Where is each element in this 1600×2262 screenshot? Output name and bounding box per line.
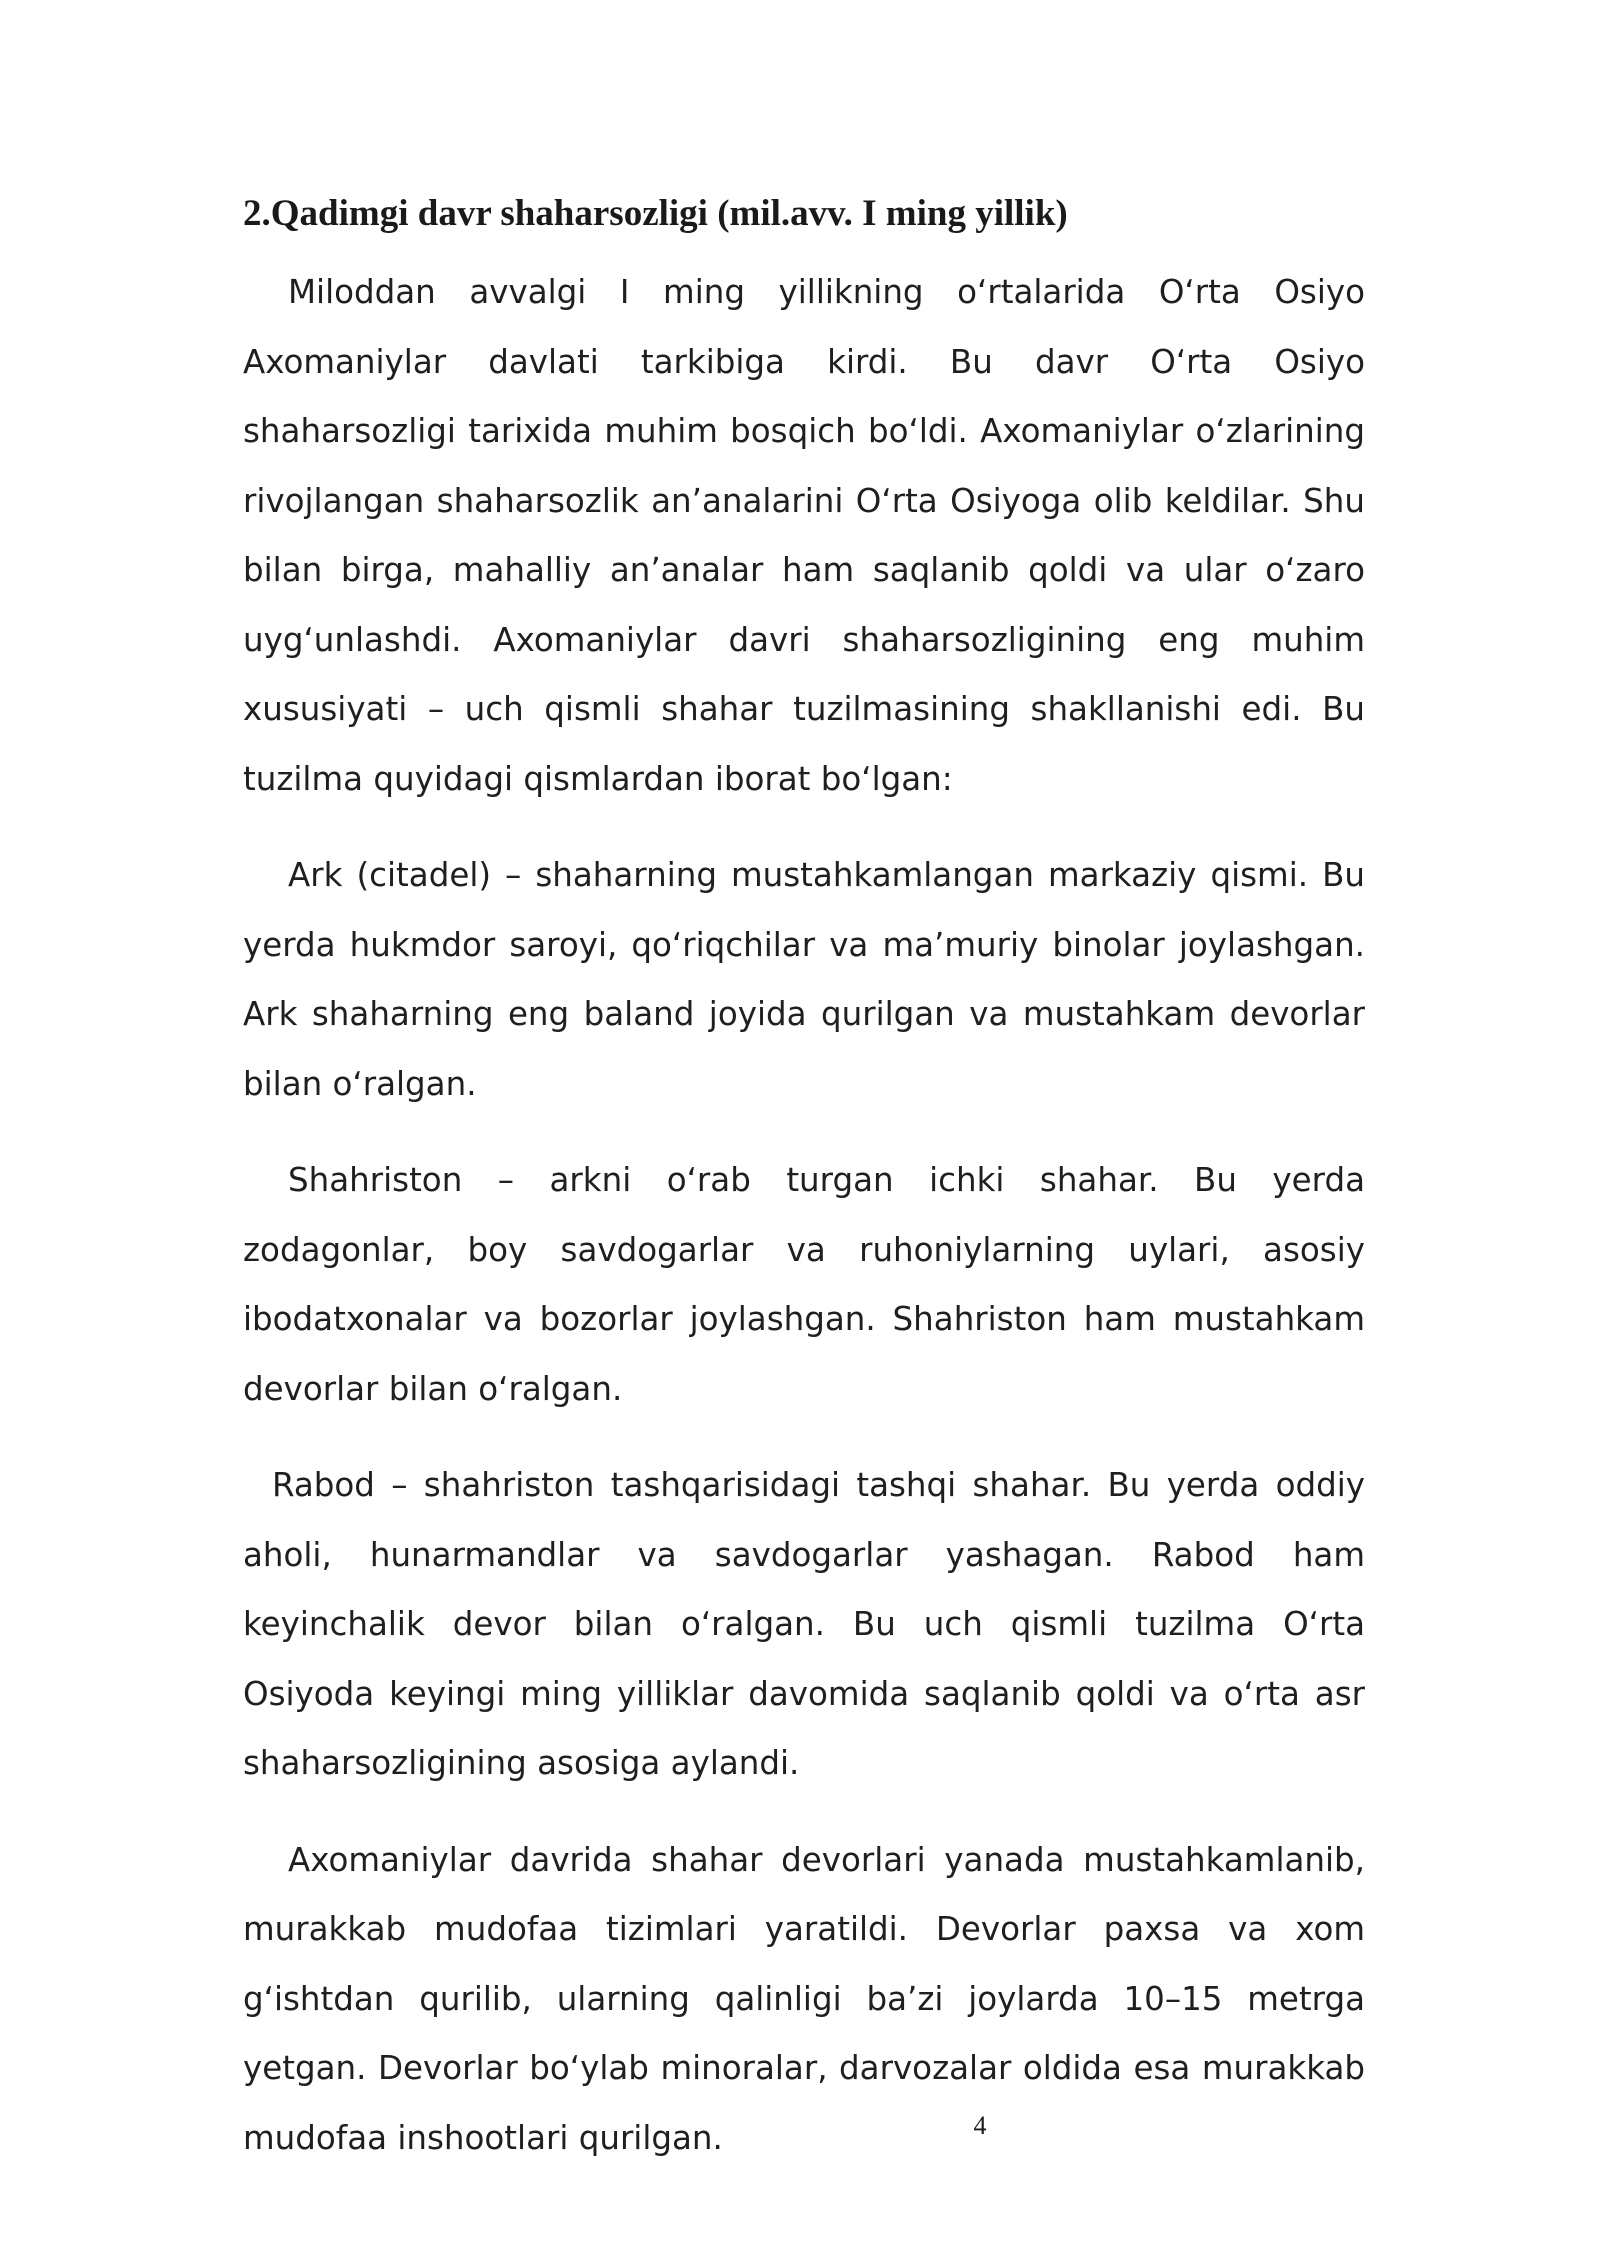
section-heading: 2.Qadimgi davr shaharsozligi (mil.avv. I ming yillik)	[243, 193, 1068, 234]
page-number: 4	[973, 2111, 987, 2140]
paragraph-rabod: Rabod – shahriston tashqarisidagi tashqi shahar. Bu yerda oddiy aholi, hunarmandlar va savdogarlar yashagan. Rabod ham keyinchalik devor bilan oʻralgan. Bu uch qismli tuzilma Oʻrta Osiyoda keyingi ming yilliklar davomida saqlanib qoldi va oʻrta asr shaharsozligining asosiga aylandi.	[243, 1466, 1365, 1782]
paragraph-ark: Ark (citadel) – shaharning mustahkamlangan markaziy qismi. Bu yerda hukmdor saroyi, qoʻriqchilar va ma’muriy binolar joylashgan. Ark shaharning eng baland joyida qurilgan va mustahkam devorlar bilan oʻralgan.	[243, 856, 1365, 1103]
paragraph-defense-walls: Axomaniylar davrida shahar devorlari yanada mustahkamlanib, murakkab mudofaa tizimlari yaratildi. Devorlar paxsa va xom gʻishtdan qurilib, ularning qalinligi ba’zi joylarda 10–15 metrga yetgan. Devorlar boʻylab minoralar, darvozalar oldida esa murakkab mudofaa inshootlari qurilgan.	[243, 1840, 1365, 2157]
page-body	[243, 190, 1365, 2200]
paragraph-intro: Miloddan avvalgi I ming yillikning oʻrtalarida Oʻrta Osiyo Axomaniylar davlati tarkibiga kirdi. Bu davr Oʻrta Osiyo shaharsozligi tarixida muhim bosqich boʻldi. Axomaniylar oʻzlarining rivojlangan shaharsozlik an’analarini Oʻrta Osiyoga olib keldilar. Shu bilan birga, mahalliy an’analar ham saqlanib qoldi va ular oʻzaro uygʻunlashdi. Axomaniylar davri shaharsozligining eng muhim xususiyati – uch qismli shahar tuzilmasining shakllanishi edi. Bu tuzilma quyidagi qismlardan iborat boʻlgan:	[243, 273, 1365, 798]
paragraph-shahriston: Shahriston – arkni oʻrab turgan ichki shahar. Bu yerda zodagonlar, boy savdogarlar va ruhoniylarning uylari, asosiy ibodatxonalar va bozorlar joylashgan. Shahriston ham mustahkam devorlar bilan oʻralgan.	[243, 1161, 1365, 1408]
